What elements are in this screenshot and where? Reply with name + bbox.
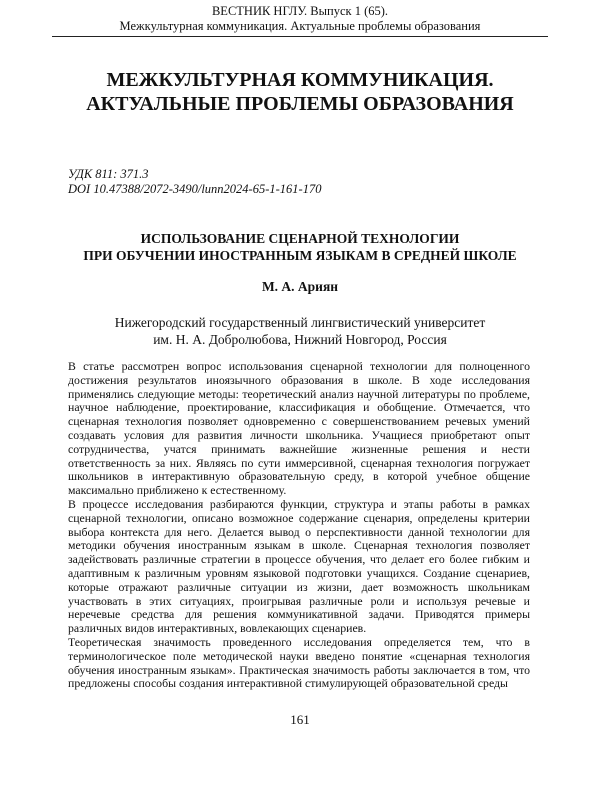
author-affiliation	[0, 314, 600, 348]
article-title-line-1: ИСПОЛЬЗОВАНИЕ СЦЕНАРНОЙ ТЕХНОЛОГИИ	[140, 231, 460, 246]
article-title	[0, 230, 600, 264]
journal-title: ВЕСТНИК НГЛУ. Выпуск 1 (65).	[211, 4, 389, 18]
running-header	[0, 4, 600, 34]
abstract-paragraph-1: В статье рассмотрен вопрос использования сценарной технологии для полноценного достижения результатов иноязычного образования в школе. В ходе исследования применялись следующие методы: теоретический анализ научной литературы по проблеме, научное наблюдение, проектирование, классификация и обобщение. Отмечается, что сценарная технология позволяет одновременно с совершенствованием речевых умений создавать условия для развития личности школьника. Учащиеся приобретают опыт сотрудничества, учатся принимать важнейшие жизненные решения и нести ответственность за них. Являясь по сути иммерсивной, сценарная технология погружает школьников в интерактивную образовательную среду, в которой учебное общение максимально приближено к естественному.	[68, 359, 530, 498]
affiliation-line-1: Нижегородский государственный лингвистический университет	[114, 315, 486, 330]
abstract-paragraph-2: В процессе исследования разбираются функции, структура и этапы работы в рамках сценарной технологии, описано возможное содержание сценария, определены критерии выбора контекста для него. Делается вывод о перспективности данной технологии для методики обучения иностранным языкам в школе. Сценарная технология позволяет задействовать различные стратегии в процессе обучения, что делает его более гибким и адаптивным к различным уровням языковой подготовки учащихся. Создание сценариев, которые отражают различные ситуации из жизни, дает возможность школьникам участвовать в этих ситуациях, проигрывая различные роли и используя речевые и неречевые средства для решения коммуникативной задачи. Приводятся примеры различных видов интерактивных, вовлекающих сценариев.	[68, 496, 530, 636]
author-name: М. А. Ариян	[261, 279, 339, 294]
doi-code: DOI 10.47388/2072-3490/lunn2024-65-1-161-170	[68, 182, 322, 196]
abstract-paragraph-3: Теоретическая значимость проведенного исследования определяется тем, что в терминологическое поле методической науки введено понятие «сценарная технология обучения иностранным языкам». Практическая значимость работы заключается в том, что предложены способы создания интерактивной стимулирующей образовательной среды	[68, 634, 530, 691]
udk-code: УДК 811: 371.3	[68, 167, 149, 181]
article-identifiers	[68, 167, 321, 197]
article-title-line-2: ПРИ ОБУЧЕНИИ ИНОСТРАННЫМ ЯЗЫКАМ В СРЕДНЕЙ ШКОЛЕ	[83, 248, 517, 263]
section-title-line-1: МЕЖКУЛЬТУРНАЯ КОММУНИКАЦИЯ.	[106, 69, 494, 91]
header-divider	[52, 36, 548, 37]
journal-subtitle: Межкультурная коммуникация. Актуальные проблемы образования	[119, 19, 481, 33]
page-number: 161	[290, 712, 310, 727]
affiliation-line-2: им. Н. А. Добролюбова, Нижний Новгород, Россия	[153, 332, 447, 347]
abstract	[68, 360, 530, 691]
section-title-line-2: АКТУАЛЬНЫЕ ПРОБЛЕМЫ ОБРАЗОВАНИЯ	[86, 93, 514, 115]
section-title	[0, 68, 600, 116]
